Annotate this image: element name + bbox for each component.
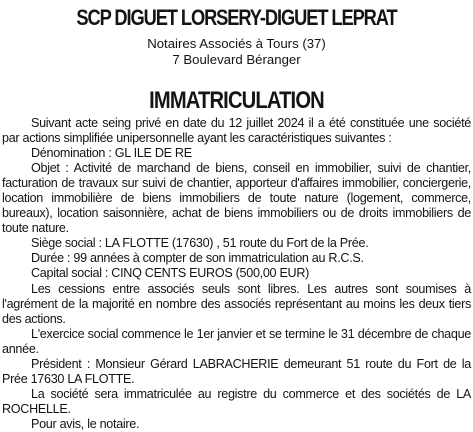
paragraph-exercice: L'exercice social commence le 1er janvier et se termine le 31 décembre de chaque année. [2,326,471,356]
notice-title: IMMATRICULATION [149,87,324,114]
paragraph-signature: Pour avis, le notaire. [31,416,140,431]
firm-address: 7 Boulevard Béranger [172,52,301,67]
paragraph-president: Président : Monsieur Gérard LABRACHERIE demeurant 51 route du Fort de la Prée 17630 LA FLOTTE. [2,356,471,386]
paragraph-siege: Siège social : LA FLOTTE (17630) , 51 route du Fort de la Prée. [31,236,369,251]
paragraph-capital: Capital social : CINQ CENTS EUROS (500,00 EUR) [31,266,310,281]
paragraph-objet: Objet : Activité de marchand de biens, conseil en immobilier, suivi de chantier, facturation de travaux sur suivi de chantier, apporteur d'affaires immobilier, conciergerie, location immobilière de biens immobiliers de toute nature (logement, commerce, bureaux), location saisonnière, achat de biens immobiliers ou de droits immobiliers de toute nature. [2,161,471,236]
legal-notice [0,5,473,431]
paragraph-cessions: Les cessions entre associés seuls sont libres. Les autres sont soumises à l'agrément de la majorité en nombre des associés représentant au moins les deux tiers des actions. [2,281,471,326]
firm-name: SCP DIGUET LORSERY-DIGUET LEPRAT [76,5,397,30]
paragraph-duree: Durée : 99 années à compter de son immatriculation au R.C.S. [31,251,364,266]
firm-location: Notaires Associés à Tours (37) [147,36,326,51]
paragraph-denomination: Dénomination : GL ILE DE RE [31,146,192,161]
paragraph-immatriculation: La société sera immatriculée au registre du commerce et des sociétés de LA ROCHELLE. [2,386,471,416]
paragraph-constitution: Suivant acte seing privé en date du 12 juillet 2024 il a été constituée une société par actions simplifiée unipersonnelle ayant les caractéristiques suivantes : [2,116,471,146]
